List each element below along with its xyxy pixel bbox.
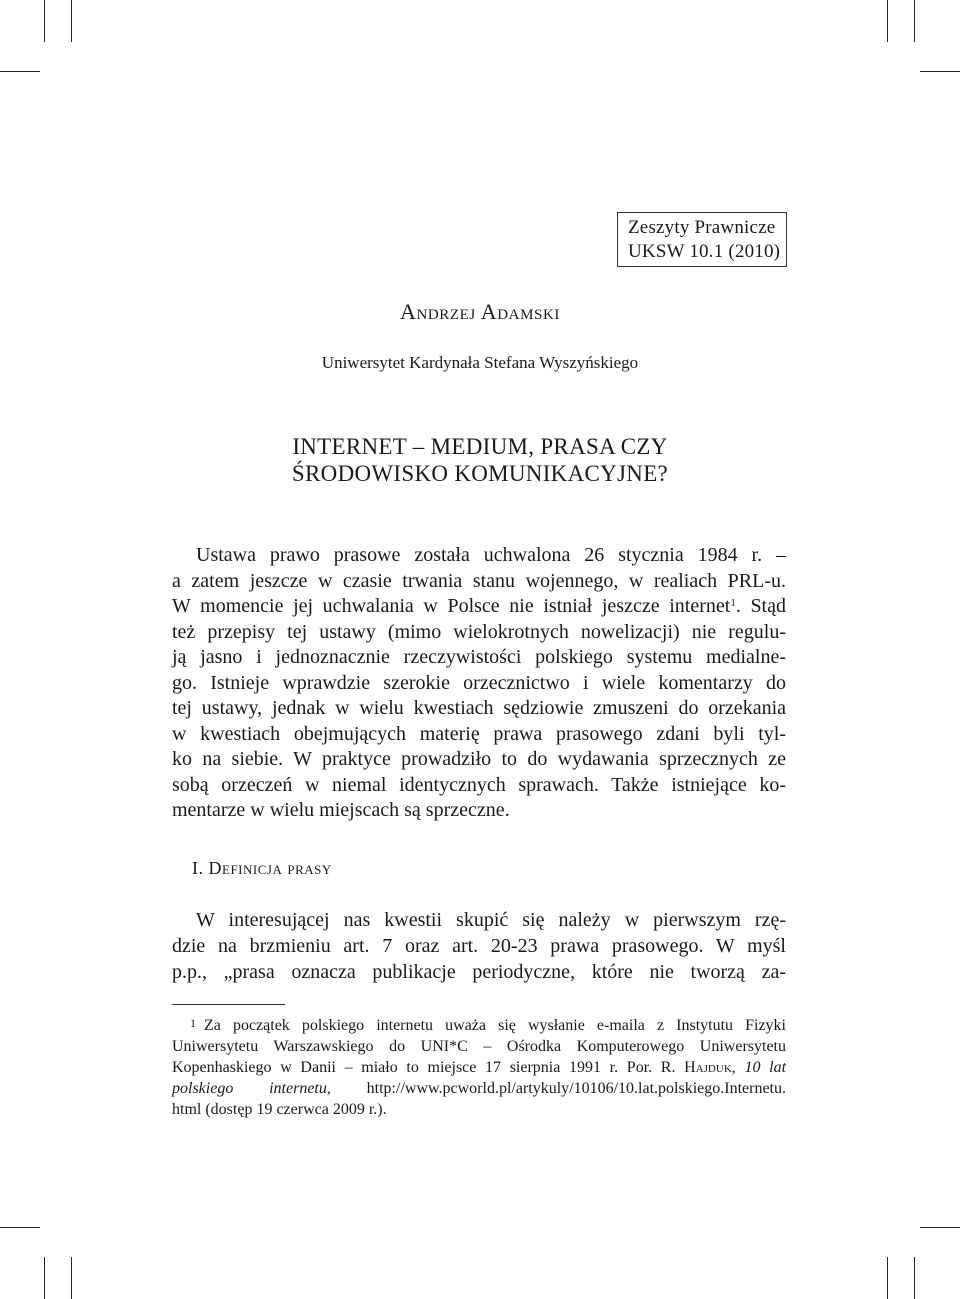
crop-mark: [0, 1227, 40, 1228]
crop-mark: [920, 71, 960, 72]
paragraph-line: ko na siebie. W praktyce prowadziło to do wydawania sprzecznych ze: [172, 748, 786, 770]
intro-paragraph: [172, 543, 786, 824]
line-text: . Stąd: [735, 595, 786, 617]
author-name: Andrzej Adamski: [399, 299, 561, 324]
paragraph-line: W interesującej nas kwestii skupić się należy w pierwszym rzę-: [196, 909, 786, 931]
title-line: INTERNET – MEDIUM, PRASA CZY: [292, 434, 668, 459]
paragraph-line: go. Istnieje wprawdzie szerokie orzecznictwo i wiele komentarzy do: [172, 671, 786, 694]
journal-citation-box: [617, 212, 787, 267]
crop-mark: [887, 1257, 888, 1299]
paragraph-line: tej ustawy, jednak w wielu kwestiach sędziowie zmuszeni do orzekania: [172, 697, 786, 719]
cited-title: polskiego internetu: [172, 1080, 327, 1097]
paragraph-line: w kwestiach obejmujących materię prawa prasowego zdani byli tyl-: [172, 722, 786, 745]
cited-url[interactable]: , http://www.pcworld.pl/artykuly/10106/10.lat.polskiego.Internetu.: [326, 1080, 786, 1097]
section-number: I.: [192, 858, 204, 878]
crop-mark: [0, 71, 40, 72]
paragraph-line: a zatem jeszcze w czasie trwania stanu wojennego, w realiach PRL-u.: [172, 569, 786, 592]
paragraph-line: dzie na brzmieniu art. 7 oraz art. 20-23 prawa prasowego. W myśl: [172, 935, 786, 957]
footnote-line: Uniwersytetu Warszawskiego do UNI*C – Ośrodka Komputerowego Uniwersytetu: [172, 1038, 786, 1055]
footnote-line: [172, 1078, 786, 1099]
crop-mark: [44, 0, 45, 42]
section-title: Definicja prasy: [208, 858, 332, 878]
article-title: [0, 433, 960, 487]
paragraph-line: Ustawa prawo prasowe została uchwalona 26 stycznia 1984 r. –: [196, 544, 786, 566]
crop-mark: [887, 0, 888, 42]
footnote-line: [172, 1013, 786, 1036]
title-line: ŚRODOWISKO KOMUNIKACYJNE?: [291, 461, 669, 486]
footnote-line: html (dostęp 19 czerwca 2009 r.).: [172, 1101, 387, 1118]
footnote: [172, 1013, 786, 1120]
crop-mark: [71, 1257, 72, 1299]
paragraph-line: p.p., „prasa oznacza publikacje periodyczne, które nie tworzą za-: [172, 961, 786, 983]
section-heading: [192, 858, 332, 879]
cited-author: Hajduk: [684, 1059, 732, 1076]
line-text: W momencie jej uchwalania w Polsce nie istniał jeszcze internet: [172, 595, 731, 617]
paragraph-line: ją jasno i jednoznacznie rzeczywistości polskiego systemu medialne-: [172, 646, 786, 668]
paragraph-line: mentarze w wielu miejscach są sprzeczne.: [172, 799, 510, 821]
footnote-line: [172, 1057, 786, 1078]
journal-name: Zeszyty Prawnicze: [628, 217, 776, 238]
line-text: Kopenhaskiego w Danii – miało to miejsce 17 sierpnia 1991 r. Por. R.: [172, 1059, 685, 1076]
crop-mark: [914, 0, 915, 42]
footnote-number: 1: [190, 1016, 196, 1030]
footnote-separator: [172, 1004, 285, 1005]
cited-title: 10 lat: [744, 1059, 787, 1076]
crop-mark: [914, 1257, 915, 1299]
footnote-reference[interactable]: 1: [730, 597, 736, 609]
paragraph-line: [172, 594, 786, 620]
paragraph-line: też przepisy tej ustawy (mimo wielokrotnych nowelizacji) nie regulu-: [172, 620, 786, 643]
crop-mark: [920, 1227, 960, 1228]
section-paragraph: [172, 907, 786, 985]
paragraph-line: sobą orzeczeń w niemal identycznych sprawach. Także istniejące ko-: [172, 773, 786, 796]
author-affiliation: Uniwersytet Kardynała Stefana Wyszyńskiego: [321, 353, 639, 372]
journal-issue: UKSW 10.1 (2010): [628, 241, 781, 262]
crop-mark: [71, 0, 72, 42]
line-text: Za początek polskiego internetu uważa się wysłanie e-maila z Instytutu Fizyki: [204, 1017, 786, 1034]
line-text: ,: [731, 1059, 745, 1076]
crop-mark: [44, 1257, 45, 1299]
